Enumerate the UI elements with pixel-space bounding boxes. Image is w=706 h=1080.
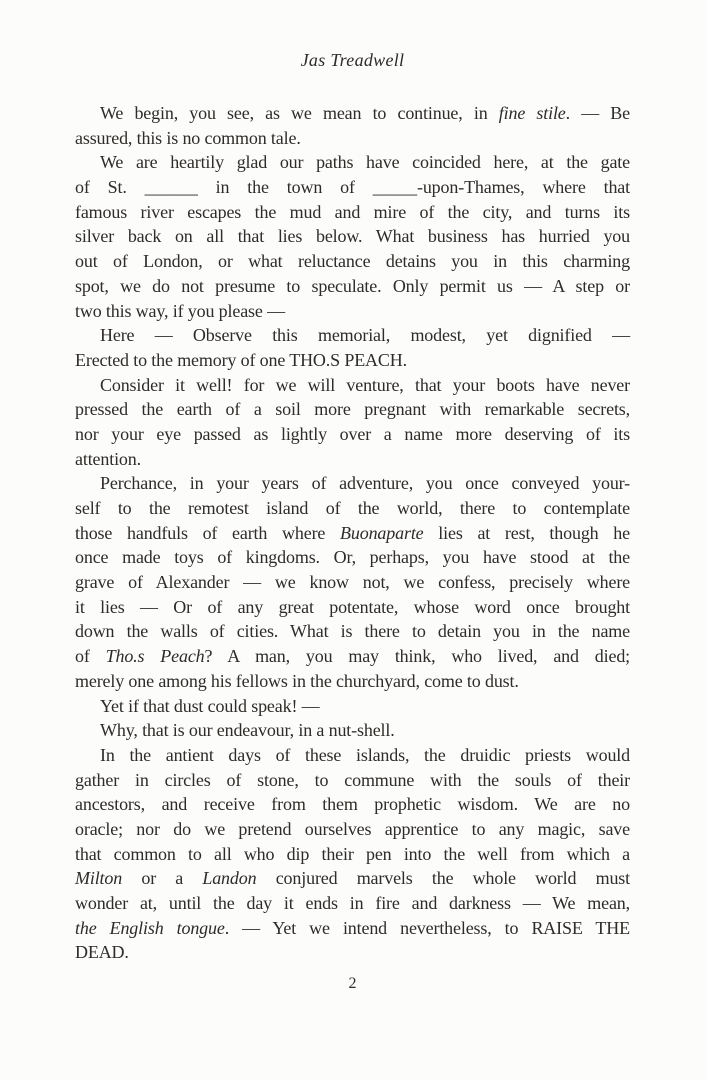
text-run: lies at rest, though he [423,522,630,543]
text-run: Perchance, in your years of adventure, you once conveyed your- [100,473,630,494]
text-line [75,447,630,472]
text-line [75,545,630,570]
text-line [75,274,630,299]
text-run: pressed the earth of a soil more pregnant with remarkable secrets, [75,399,630,420]
text-run: . — Yet we intend nevertheless, to RAISE THE [224,917,630,938]
text-run: ? A man, you may think, who lived, and died; [204,646,631,667]
italic-text-run: Buonaparte [340,522,424,543]
text-line [75,866,630,891]
text-run: nor your eye passed as lightly over a name more deserving of its [75,423,630,444]
paragraph [75,101,630,150]
text-line [75,916,630,941]
text-line [75,842,630,867]
text-line [75,323,630,348]
page-body [75,101,630,965]
text-line [75,397,630,422]
paragraph [75,323,630,372]
text-line [75,373,630,398]
running-head: Jas Treadwell [300,50,405,70]
paragraph [75,471,630,693]
text-run: In the antient days of these islands, the druidic priests would [100,744,630,765]
text-line [75,521,630,546]
italic-text-run: fine stile [498,103,566,123]
paragraph [75,718,630,743]
text-line [75,249,630,274]
text-line [75,126,630,151]
text-line [75,200,630,225]
text-run: oracle; nor do we pretend ourselves apprentice to any magic, save [75,818,630,839]
text-run: Erected to the memory of one THO.S PEACH. [75,349,407,370]
text-line [75,101,630,126]
text-line [75,891,630,916]
text-line [75,595,630,620]
text-line [75,718,630,743]
text-line [75,299,630,324]
italic-text-run: Tho.s Peach [105,646,205,667]
text-line [75,348,630,373]
text-run: Consider it well! for we will venture, that your boots have never [100,374,630,395]
text-run: spot, we do not presume to speculate. Only permit us — A step or [75,275,630,296]
paragraph [75,743,630,965]
italic-text-run: the English tongue [75,917,225,938]
text-line [75,422,630,447]
text-run: out of London, or what reluctance detains you in this charming [75,251,630,272]
italic-text-run: Landon [202,868,257,889]
text-run: Why, that is our endeavour, in a nut-shell. [100,720,395,741]
text-run: We are heartily glad our paths have coincided here, at the gate [100,152,630,173]
text-line [75,792,630,817]
page-number: 2 [348,975,357,993]
paragraph [75,373,630,472]
text-run: down the walls of cities. What is there to detain you in the name [75,621,630,642]
text-run: Here — Observe this memorial, modest, yet dignified — [100,325,630,346]
text-run: . — Be [565,103,630,123]
text-run: Yet if that dust could speak! — [100,695,320,716]
text-line [75,224,630,249]
text-run: silver back on all that lies below. What business has hurried you [75,226,630,247]
text-run: conjured marvels the whole world must [256,868,630,889]
text-line [75,150,630,175]
text-run: We begin, you see, as we mean to continue, in [100,103,499,123]
text-run: it lies — Or of any great potentate, whose word once brought [75,596,630,617]
text-run: merely one among his fellows in the churchyard, come to dust. [75,670,519,691]
text-run: once made toys of kingdoms. Or, perhaps, you have stood at the [75,547,630,568]
text-run: ancestors, and receive from them prophetic wisdom. We are no [75,794,630,815]
text-line [75,694,630,719]
text-line [75,471,630,496]
text-run: attention. [75,448,141,469]
text-run: or a [122,868,203,889]
text-line [75,175,630,200]
text-run: self to the remotest island of the world, there to contemplate [75,498,630,518]
italic-text-run: Milton [75,868,123,889]
text-run: assured, this is no common tale. [75,127,301,148]
text-run: that common to all who dip their pen into the well from which a [75,843,630,864]
text-line [75,940,630,965]
text-run: of St. ______ in the town of _____-upon-Thames, where that [75,177,630,198]
text-run: DEAD. [75,942,129,963]
paragraph [75,150,630,323]
text-line [75,669,630,694]
text-run: gather in circles of stone, to commune with the souls of their [75,769,630,790]
text-line [75,768,630,793]
text-run: two this way, if you please — [75,300,285,321]
text-run: of [75,646,106,667]
text-run: grave of Alexander — we know not, we confess, precisely where [75,572,630,593]
text-run: famous river escapes the mud and mire of the city, and turns its [75,201,630,222]
text-run: wonder at, until the day it ends in fire and darkness — We mean, [75,893,630,913]
text-line [75,644,630,669]
paragraph [75,694,630,719]
text-line [75,817,630,842]
text-line [75,570,630,595]
text-line [75,619,630,644]
text-line [75,743,630,768]
text-run: those handfuls of earth where [75,522,341,543]
text-line [75,496,630,521]
